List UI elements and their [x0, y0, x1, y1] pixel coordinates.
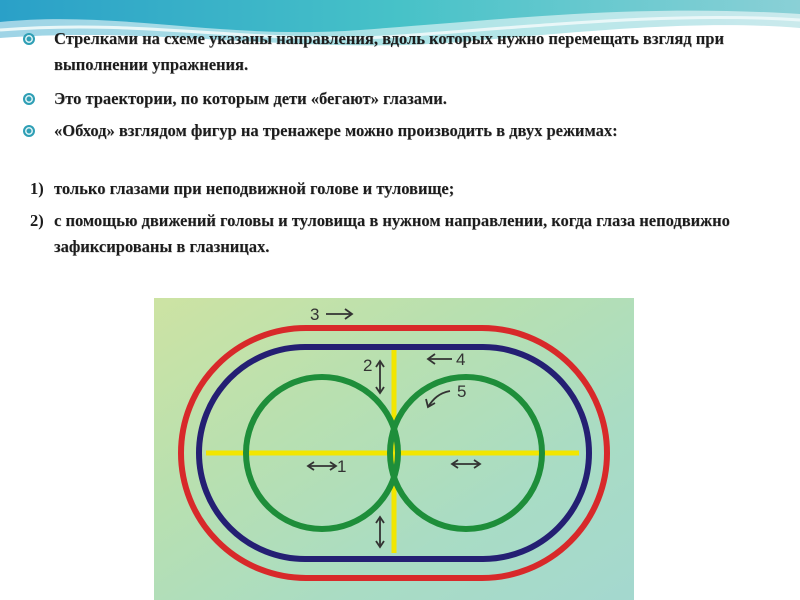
numbered-text-1: только глазами при неподвижной голове и туловище; [54, 179, 455, 198]
item-number: 2) [30, 211, 44, 230]
label-5: 5 [457, 382, 467, 401]
numbered-item-2 [30, 208, 770, 260]
numbered-text-2: с помощью движений головы и туловища в нужном направлении, когда глаза неподвижно зафиксированы в глазницах. [54, 211, 730, 256]
label-4: 4 [456, 350, 466, 369]
bullet-item-1 [22, 26, 762, 78]
bullet-icon [22, 92, 36, 106]
bullet-item-2 [22, 86, 762, 112]
bullet-icon [22, 124, 36, 138]
bullet-text-1: Стрелками на схеме указаны направления, вдоль которых нужно перемещать взгляд при выполнении упражнения. [54, 29, 724, 74]
bullet-icon [22, 32, 36, 46]
bullet-text-3: «Обход» взглядом фигур на тренажере можно производить в двух режимах: [54, 121, 618, 140]
numbered-item-1 [30, 176, 770, 202]
eye-trainer-diagram [154, 298, 634, 600]
bullet-item-3 [22, 118, 762, 170]
label-3: 3 [310, 305, 320, 324]
bullet-text-2: Это траектории, по которым дети «бегают» глазами. [54, 89, 447, 108]
label-2: 2 [363, 356, 373, 375]
label-1: 1 [337, 457, 347, 476]
item-number: 1) [30, 179, 44, 198]
